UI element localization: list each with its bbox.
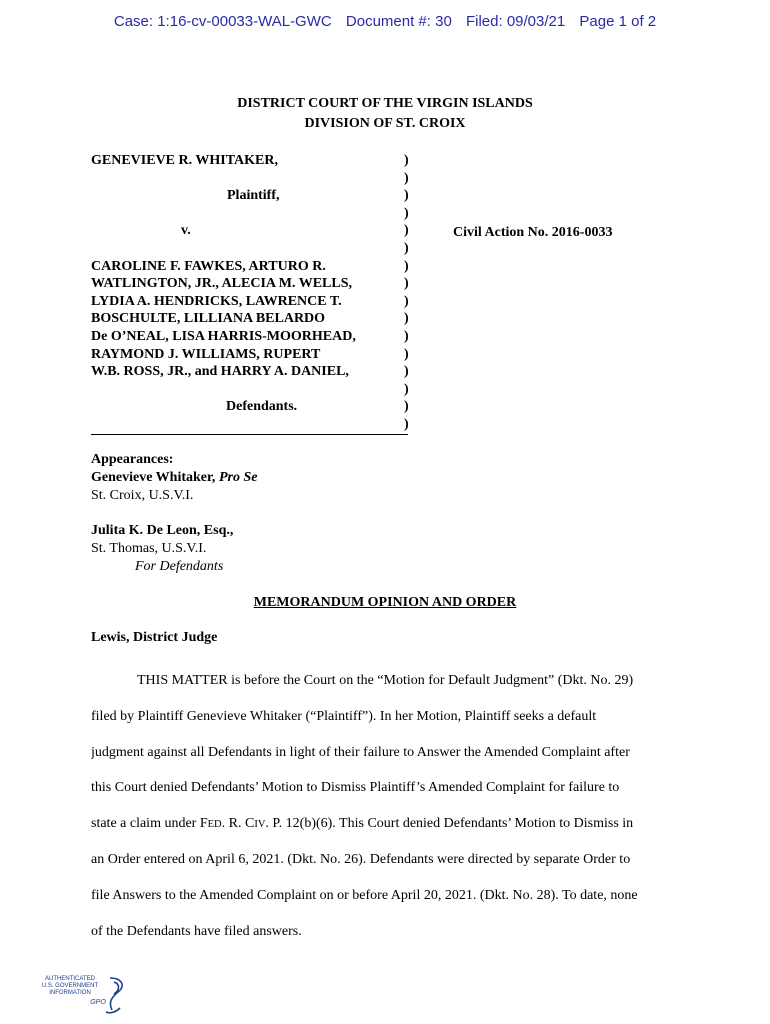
body-line (91, 806, 680, 842)
case-caption (91, 152, 391, 416)
defendants-label: Defendants. (226, 399, 298, 415)
case-number: Case: 1:16-cv-00033-WAL-GWC (113, 13, 332, 30)
eagle-icon (106, 978, 122, 1013)
rule-cite-part: IV (254, 819, 266, 831)
body-text-segment: state a claim under (91, 816, 200, 832)
defendant-line: WATLINGTON, JR., ALECIA M. WELLS, (91, 276, 353, 292)
seal-text-government: U.S. GOVERNMENT (41, 983, 99, 989)
defendant-line: RAYMOND J. WILLIAMS, RUPERT (91, 346, 321, 362)
body-line: filed by Plaintiff Genevieve Whitaker (“Plaintiff”). In her Motion, Plaintiff seeks a default (91, 708, 597, 724)
caption-parentheses (404, 152, 409, 434)
paren: ) (404, 311, 409, 327)
paren: ) (404, 416, 409, 432)
paren: ) (404, 381, 409, 397)
paren: ) (404, 223, 409, 239)
appearances-heading: Appearances: (91, 452, 174, 467)
body-line: file Answers to the Amended Complaint on or before April 20, 2021. (Dkt. No. 28). To date, none (91, 887, 638, 903)
defendant-line: LYDIA A. HENDRICKS, LAWRENCE T. (91, 293, 342, 309)
paren: ) (404, 170, 409, 186)
page-indicator: Page 1 of 2 (579, 13, 657, 30)
civil-action-number: Civil Action No. 2016-0033 (453, 225, 613, 240)
paren: ) (404, 205, 409, 221)
party-1-role: Pro Se (218, 470, 258, 485)
gpo-authentication-seal (40, 972, 130, 1016)
paren: ) (404, 293, 409, 309)
body-text-segment: . P. 12(b)(6). This Court denied Defendants’ Motion to Dismiss in (265, 816, 634, 832)
body-line: THIS MATTER is before the Court on the “Motion for Default Judgment” (Dkt. No. 29) (137, 673, 634, 688)
seal-text-authenticated: AUTHENTICATED (45, 976, 95, 982)
paren: ) (404, 364, 409, 380)
document-number: Document #: 30 (345, 13, 452, 30)
judge-name: Lewis, District Judge (91, 630, 218, 645)
opinion-body (91, 663, 680, 949)
caption-rule (91, 434, 408, 435)
plaintiff-name: GENEVIEVE R. WHITAKER, (91, 153, 278, 168)
rule-cite-part: F (199, 816, 208, 832)
paren: ) (404, 399, 409, 415)
party-1-name: Genevieve Whitaker, (91, 470, 216, 485)
paren: ) (404, 258, 409, 274)
party-2-location: St. Thomas, U.S.V.I. (91, 541, 207, 556)
paren: ) (404, 346, 409, 362)
paren: ) (404, 153, 409, 168)
paren: ) (404, 276, 409, 292)
plaintiff-label: Plaintiff, (227, 188, 280, 204)
body-line: an Order entered on April 6, 2021. (Dkt. No. 26). Defendants were directed by separate Order to (91, 851, 631, 867)
seal-text-information: INFORMATION (49, 990, 91, 996)
court-title (0, 94, 770, 134)
memorandum-title: MEMORANDUM OPINION AND ORDER (253, 595, 517, 610)
defendant-line: CAROLINE F. FAWKES, ARTURO R. (91, 258, 326, 274)
rule-cite-part: ED (207, 819, 222, 831)
party-2-name: Julita K. De Leon, Esq., (91, 523, 234, 538)
appearance-party-1 (91, 469, 257, 487)
body-line: this Court denied Defendants’ Motion to Dismiss Plaintiff’s Amended Complaint for failure to (91, 780, 620, 796)
defendant-line: De O’NEAL, LISA HARRIS-MOORHEAD, (91, 328, 356, 344)
ecf-header-stamp (0, 13, 770, 30)
court-division: DIVISION OF ST. CROIX (304, 116, 466, 131)
paren: ) (404, 240, 409, 256)
paren: ) (404, 188, 409, 204)
defendant-line: BOSCHULTE, LILLIANA BELARDO (91, 311, 326, 327)
body-line: of the Defendants have filed answers. (91, 923, 302, 939)
party-2-role: For Defendants (135, 559, 224, 574)
seal-text-gpo: GPO (90, 999, 106, 1006)
rule-cite-part: . R. C (221, 816, 255, 832)
paren: ) (404, 328, 409, 344)
body-line: judgment against all Defendants in light of their failure to Answer the Amended Complaint after (91, 744, 630, 760)
filed-date: Filed: 09/03/21 (465, 13, 566, 30)
court-name: DISTRICT COURT OF THE VIRGIN ISLANDS (237, 96, 533, 111)
party-1-location: St. Croix, U.S.V.I. (91, 488, 194, 503)
defendant-line: W.B. ROSS, JR., and HARRY A. DANIEL, (91, 364, 349, 380)
appearances (91, 451, 257, 576)
versus: v. (181, 223, 191, 239)
